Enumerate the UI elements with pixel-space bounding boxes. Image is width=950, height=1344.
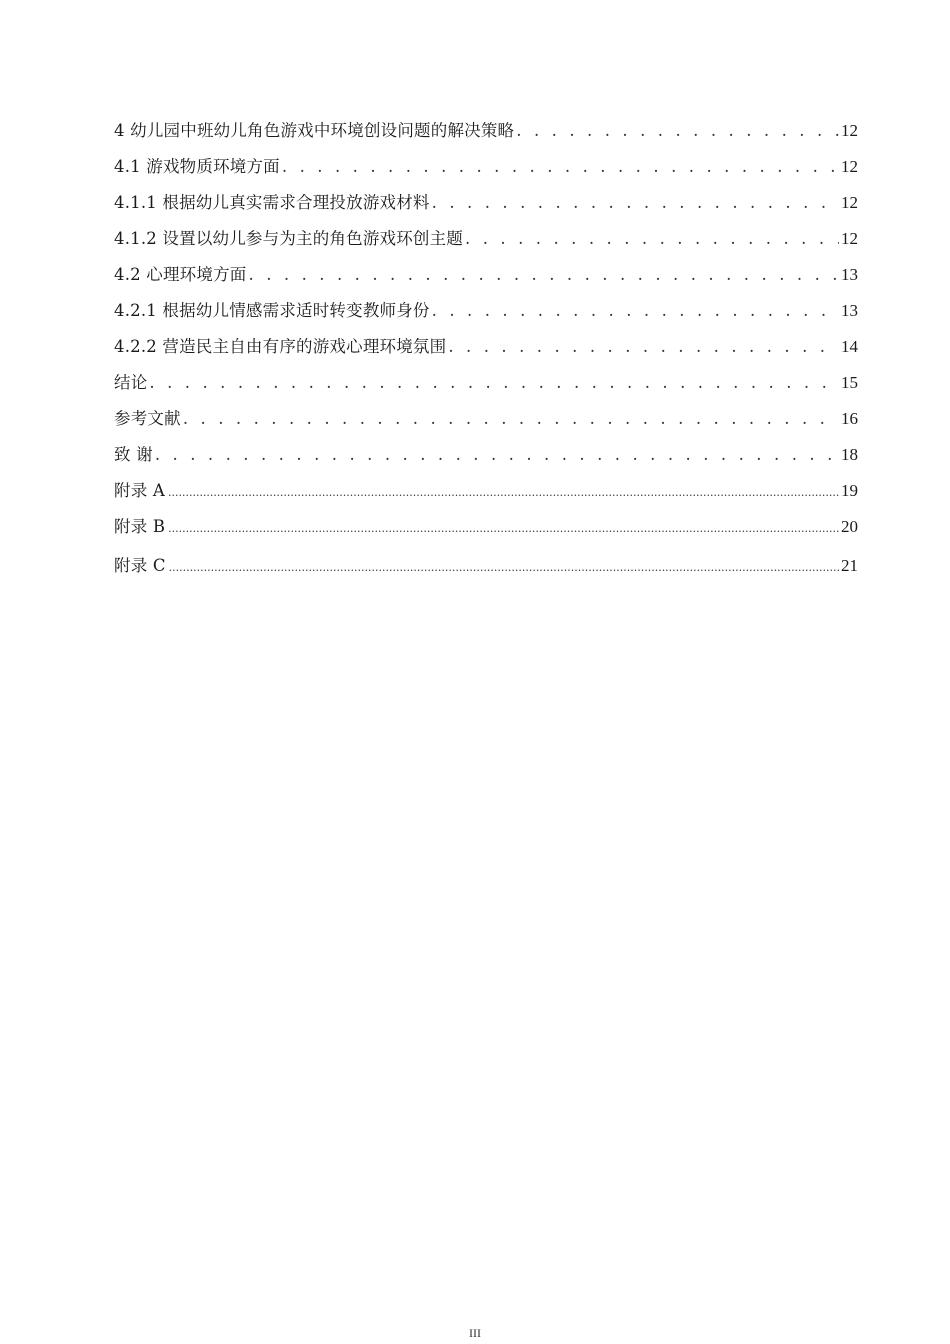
toc-entry-title: 4.2.1 根据幼儿情感需求适时转变教师身份 bbox=[114, 301, 430, 320]
toc-entry-page: 12 bbox=[841, 121, 858, 140]
toc-entry-title: 4.1.2 设置以幼儿参与为主的角色游戏环创主题 bbox=[114, 229, 464, 248]
toc-entry-page: 18 bbox=[841, 445, 858, 464]
toc-entry[interactable] bbox=[114, 262, 858, 298]
toc-entry-page: 15 bbox=[841, 373, 858, 392]
toc-entry-title: 附录 A bbox=[114, 481, 165, 500]
toc-entry[interactable] bbox=[114, 514, 858, 550]
toc-entry-title: 结论 bbox=[114, 373, 148, 392]
toc-dot-leader bbox=[432, 190, 839, 216]
toc-dot-leader bbox=[169, 555, 840, 581]
toc-entry[interactable] bbox=[114, 190, 858, 226]
toc-dot-leader bbox=[149, 370, 839, 396]
toc-entry-title: 4.1.1 根据幼儿真实需求合理投放游戏材料 bbox=[114, 193, 430, 212]
toc-entry-page: 19 bbox=[841, 481, 858, 500]
toc-entry-title: 4.2 心理环境方面 bbox=[114, 265, 247, 284]
toc-dot-leader bbox=[282, 154, 839, 180]
toc-dot-leader bbox=[432, 298, 839, 324]
toc-dot-leader bbox=[155, 442, 839, 468]
toc-entry[interactable] bbox=[114, 370, 858, 406]
toc-entry[interactable] bbox=[114, 298, 858, 334]
table-of-contents bbox=[114, 118, 858, 589]
toc-entry-title: 参考文献 bbox=[114, 409, 181, 428]
toc-entry-page: 12 bbox=[841, 193, 858, 212]
toc-dot-leader bbox=[448, 334, 839, 360]
toc-entry-page: 20 bbox=[841, 517, 858, 536]
toc-entry-page: 16 bbox=[841, 409, 858, 428]
toc-entry-page: 12 bbox=[841, 157, 858, 176]
toc-dot-leader bbox=[249, 262, 840, 288]
toc-entry[interactable] bbox=[114, 154, 858, 190]
toc-entry-title: 4.2.2 营造民主自由有序的游戏心理环境氛围 bbox=[114, 337, 447, 356]
toc-entry-page: 13 bbox=[841, 265, 858, 284]
toc-entry[interactable] bbox=[114, 226, 858, 262]
toc-entry-title: 附录 B bbox=[114, 517, 166, 536]
toc-entry-title: 致 谢 bbox=[114, 445, 153, 464]
toc-dot-leader bbox=[168, 480, 840, 506]
toc-entry-page: 13 bbox=[841, 301, 858, 320]
toc-entry-title: 附录 C bbox=[114, 556, 166, 575]
toc-dot-leader bbox=[465, 226, 839, 252]
toc-dot-leader bbox=[168, 516, 840, 542]
toc-entry[interactable] bbox=[114, 118, 858, 154]
toc-dot-leader bbox=[516, 118, 839, 144]
toc-entry-title: 4 幼儿园中班幼儿角色游戏中环境创设问题的解决策略 bbox=[114, 121, 515, 140]
toc-entry-page: 12 bbox=[841, 229, 858, 248]
toc-entry[interactable] bbox=[114, 478, 858, 514]
toc-entry-title: 4.1 游戏物质环境方面 bbox=[114, 157, 280, 176]
toc-entry[interactable] bbox=[114, 553, 858, 589]
toc-entry-page: 21 bbox=[841, 556, 858, 575]
toc-entry[interactable] bbox=[114, 334, 858, 370]
page-number: III bbox=[469, 1326, 481, 1340]
toc-entry-page: 14 bbox=[841, 337, 858, 356]
toc-dot-leader bbox=[183, 406, 839, 432]
toc-entry[interactable] bbox=[114, 442, 858, 478]
toc-entry[interactable] bbox=[114, 406, 858, 442]
